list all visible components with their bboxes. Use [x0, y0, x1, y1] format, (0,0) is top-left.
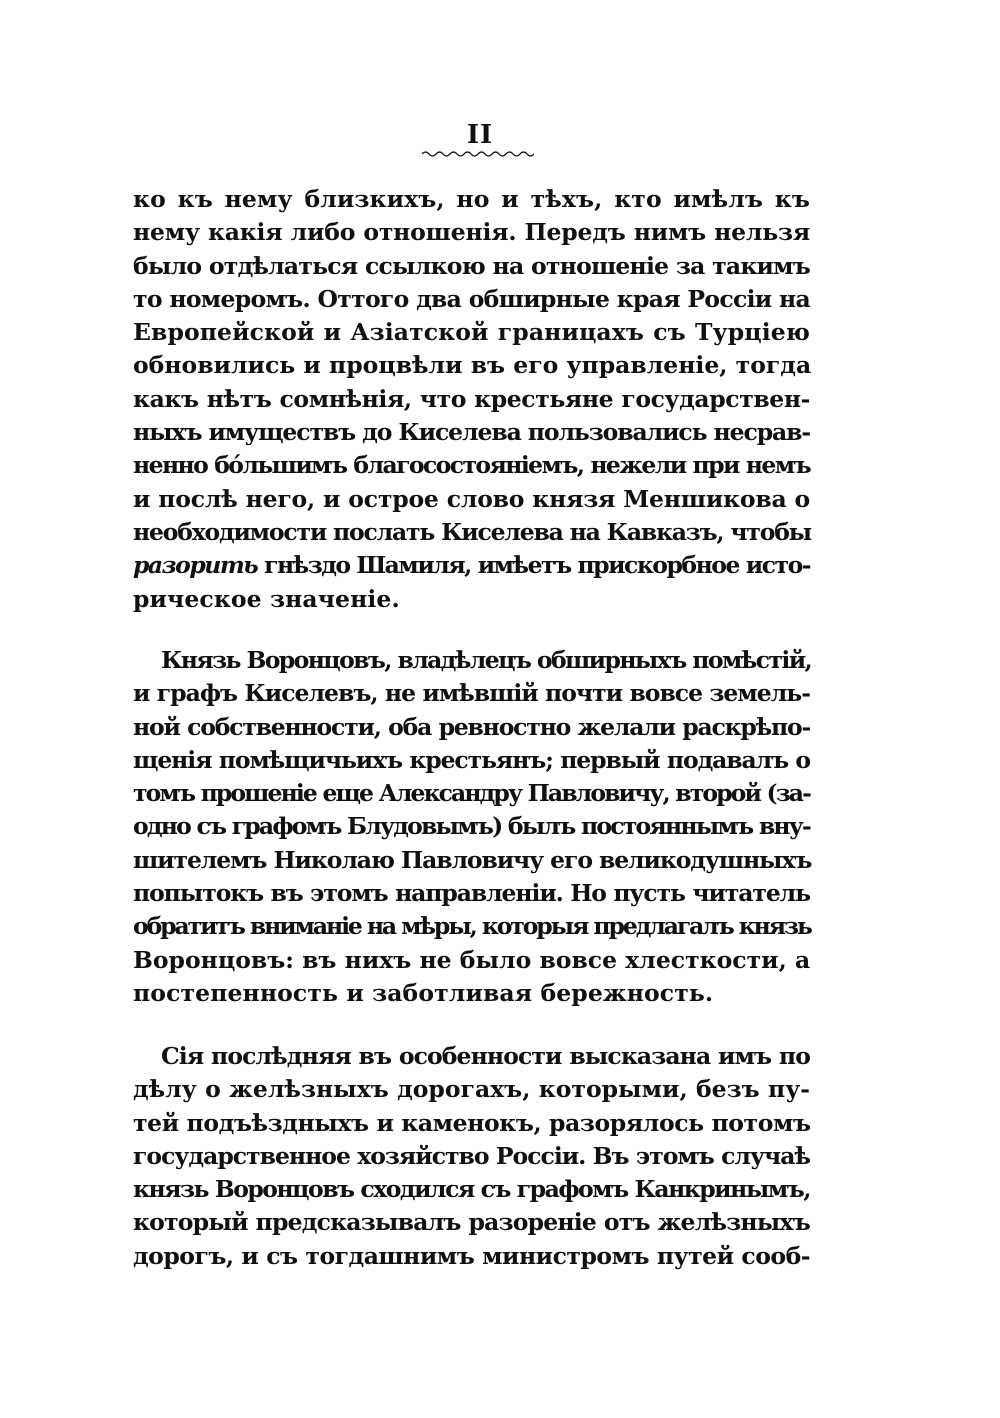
- text-line: и графъ Киселевъ, не имѣвшій почти вовсе земель-: [133, 679, 810, 708]
- wavy-underline-ornament: [422, 150, 534, 158]
- text-line: ко къ нему близкихъ, но и тѣхъ, кто имѣлъ къ: [133, 185, 810, 213]
- text-line: [133, 549, 810, 582]
- paragraph-1: [133, 183, 810, 616]
- text-line: нему какія либо отношенія. Передъ нимъ нельзя: [133, 218, 810, 247]
- text-line: шителемъ Николаю Павловичу его великодушныхъ: [133, 845, 812, 874]
- text-line: государственное хозяйство Россіи. Въ этомъ случаѣ: [133, 1141, 810, 1170]
- text-line: ненно бóльшимъ благосостояніемъ, нежели при немъ: [133, 451, 810, 480]
- text-line: дѣлу о желѣзныхъ дорогахъ, которыми, безъ пу-: [133, 1075, 810, 1104]
- italic-word: разорить: [133, 551, 258, 580]
- text-line: постепенность и заботливая бережность.: [133, 978, 714, 1007]
- text-line: какъ нѣтъ сомнѣнія, что крестьяне государствен-: [133, 384, 810, 413]
- text-line: томъ прошеніе еще Александру Павловичу, второй (за-: [133, 779, 810, 808]
- text-line: обновились и процвѣли въ его управленіе, тогда: [133, 351, 812, 380]
- text-line: обратитъ вниманіе на мѣры, которыя предлагалъ князь: [133, 912, 811, 941]
- paragraph-3: [133, 1040, 810, 1273]
- page-number: II: [466, 120, 494, 150]
- text-line: было отдѣлаться ссылкою на отношеніе за такимъ: [133, 251, 810, 280]
- text-line: одно съ графомъ Блудовымъ) былъ постояннымъ вну-: [133, 812, 810, 841]
- text-fragment: гнѣздо Шамиля, имѣетъ прискорбное исто-: [257, 551, 810, 580]
- text-line: Европейской и Азіатской границахъ съ Турціею: [133, 318, 810, 347]
- text-line: щенія помѣщичьихъ крестьянъ; первый подавалъ о: [133, 745, 810, 774]
- text-line: тей подъѣздныхъ и каменокъ, разорялось потомъ: [133, 1108, 811, 1137]
- text-line: необходимости послать Киселева на Кавказъ, чтобы: [133, 517, 812, 546]
- text-line: рическое значеніе.: [133, 584, 400, 613]
- text-line: попытокъ въ этомъ направленіи. Но пусть читатель: [133, 879, 810, 908]
- text-line: Князь Воронцовъ, владѣлецъ обширныхъ помѣстій,: [161, 646, 812, 674]
- text-line: Воронцовъ: въ нихъ не было вовсе хлесткости, а: [133, 945, 811, 974]
- paragraph-2: [133, 644, 810, 1010]
- text-line: который предсказывалъ разореніе отъ желѣзныхъ: [133, 1208, 810, 1237]
- text-line: Сія послѣдняя въ особенности высказана имъ по: [161, 1042, 810, 1070]
- text-line: то номеромъ. Оттого два обширные края Россіи на: [133, 284, 811, 313]
- text-line: ной собственности, оба ревностно желали раскрѣпо-: [133, 712, 810, 741]
- text-line: дорогъ, и съ тогдашнимъ министромъ путей сооб-: [133, 1241, 810, 1270]
- text-line: и послѣ него, и острое слово князя Меншикова о: [133, 484, 810, 513]
- text-line: ныхъ имуществъ до Киселева пользовались несрав-: [133, 418, 811, 447]
- text-line: князь Воронцовъ сходился съ графомъ Канкринымъ,: [133, 1175, 810, 1204]
